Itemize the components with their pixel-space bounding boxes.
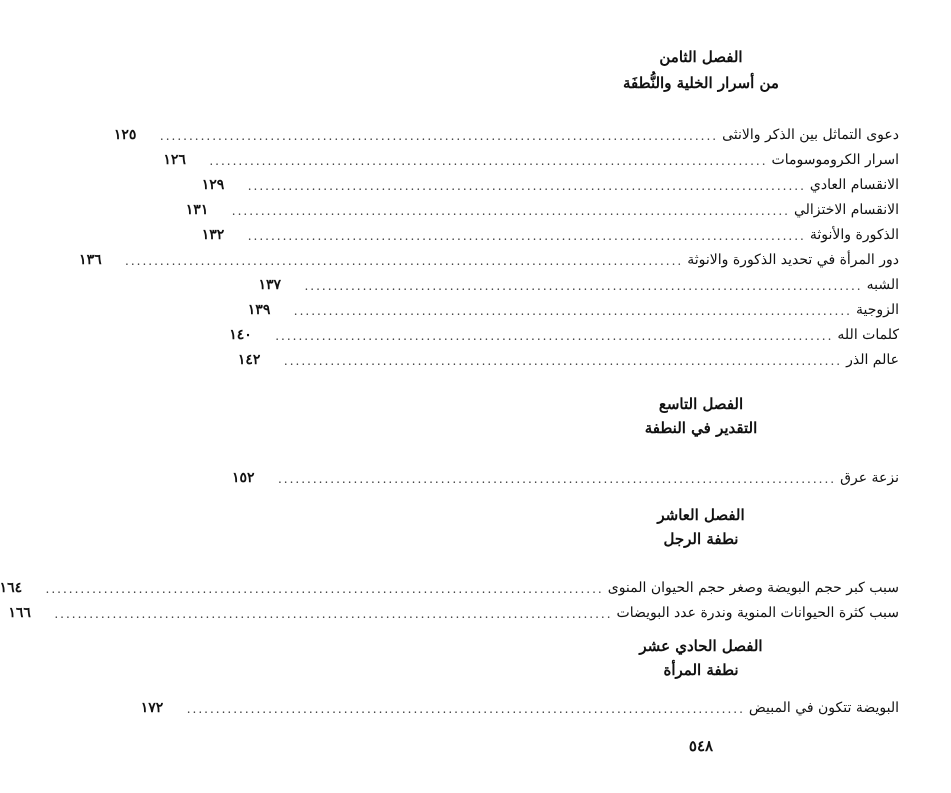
- chapter-10-subtitle: نطفة الرجل: [663, 530, 739, 548]
- toc-entry-page: ١٣١: [185, 202, 209, 218]
- toc-entry[interactable]: [163, 146, 899, 170]
- toc-entry-page: ١٣٧: [258, 277, 281, 293]
- chapter-11-subtitle: نطفة المرأة: [663, 661, 739, 679]
- leader-dots: ................................................................................................: [54, 607, 613, 621]
- toc-entry-page: ١٤٠: [229, 327, 252, 343]
- chapter-9-subtitle: التقدير في النطفة: [644, 419, 758, 437]
- leader-dots: ................................................................................................: [125, 254, 684, 268]
- toc-entry[interactable]: [0, 574, 899, 598]
- leader-dots: ................................................................................................: [159, 129, 719, 143]
- chapter-8-title: الفصل الثامن: [659, 48, 743, 66]
- toc-entry-title: الشبه: [866, 277, 899, 293]
- toc-entry[interactable]: [185, 196, 899, 220]
- toc-entry-title: اسرار الكروموسومات: [771, 152, 899, 168]
- toc-entry-page: ١٧٢: [140, 700, 164, 716]
- toc-entry-page: ١٣٩: [247, 302, 271, 318]
- toc-entry[interactable]: [201, 171, 899, 195]
- toc-entry-page: ١٢٥: [113, 127, 137, 143]
- leader-dots: ................................................................................................: [247, 179, 806, 193]
- toc-entry-title: دور المرأة في تحديد الذكورة والانوثة: [687, 252, 899, 268]
- toc-entry[interactable]: [113, 121, 899, 145]
- leader-dots: ................................................................................................: [209, 154, 768, 168]
- chapter-9-title: الفصل التاسع: [658, 395, 744, 413]
- toc-entry-page: ١٢٦: [163, 152, 186, 168]
- toc-entry-page: ١٥٢: [231, 470, 255, 486]
- leader-dots: ................................................................................................: [247, 229, 806, 243]
- toc-entry-page: ١٤٢: [237, 352, 261, 368]
- toc-entry[interactable]: [8, 599, 899, 623]
- toc-entry-page: ١٣٦: [79, 252, 102, 268]
- chapter-11-title: الفصل الحادي عشر: [639, 637, 763, 655]
- toc-entry-title: الانقسام الاختزالي: [793, 202, 899, 218]
- leader-dots: ................................................................................................: [293, 304, 852, 318]
- toc-entry-title: الذكورة والأنوثة: [809, 227, 899, 243]
- toc-entry-title: البويضة تتكون في المبيض: [748, 700, 899, 716]
- leader-dots: ................................................................................................: [275, 329, 834, 343]
- chapter-8-subtitle: من أسرار الخلية والنُّطفَة: [623, 74, 779, 92]
- chapter-10-title: الفصل العاشر: [657, 506, 745, 524]
- toc-entry[interactable]: [237, 346, 899, 370]
- toc-entry[interactable]: [79, 246, 899, 270]
- toc-entry-title: كلمات الله: [837, 327, 899, 343]
- toc-entry[interactable]: [140, 694, 899, 718]
- toc-entry-title: سبب كثرة الحيوانات المنوية وندرة عدد البويضات: [616, 605, 899, 621]
- toc-entry[interactable]: [247, 296, 899, 320]
- toc-entry[interactable]: [258, 271, 899, 295]
- toc-entry-title: سبب كبر حجم البويضة وصغر حجم الحيوان المنوى: [607, 580, 899, 596]
- toc-entry[interactable]: [201, 221, 899, 245]
- leader-dots: ................................................................................................: [186, 702, 745, 716]
- toc-entry-title: عالم الذر: [846, 352, 899, 368]
- toc-entry-title: دعوى التماثل بين الذكر والانثى: [722, 127, 899, 143]
- toc-entry-title: الزوجية: [855, 302, 899, 318]
- leader-dots: ................................................................................................: [277, 472, 837, 486]
- toc-entry-page: ١٦٦: [8, 605, 31, 621]
- toc-entry[interactable]: [229, 321, 899, 345]
- toc-entry-page: ١٢٩: [201, 177, 225, 193]
- toc-entry-title: نزعة عرق: [840, 470, 899, 486]
- leader-dots: ................................................................................................: [231, 204, 790, 218]
- leader-dots: ................................................................................................: [45, 582, 604, 596]
- leader-dots: ................................................................................................: [283, 354, 843, 368]
- toc-entry-page: ١٦٤: [0, 580, 23, 596]
- toc-entry[interactable]: [231, 464, 899, 488]
- leader-dots: ................................................................................................: [304, 279, 863, 293]
- toc-entry-page: ١٣٢: [201, 227, 225, 243]
- page-number: ٥٤٨: [688, 737, 714, 755]
- toc-entry-title: الانقسام العادي: [809, 177, 899, 193]
